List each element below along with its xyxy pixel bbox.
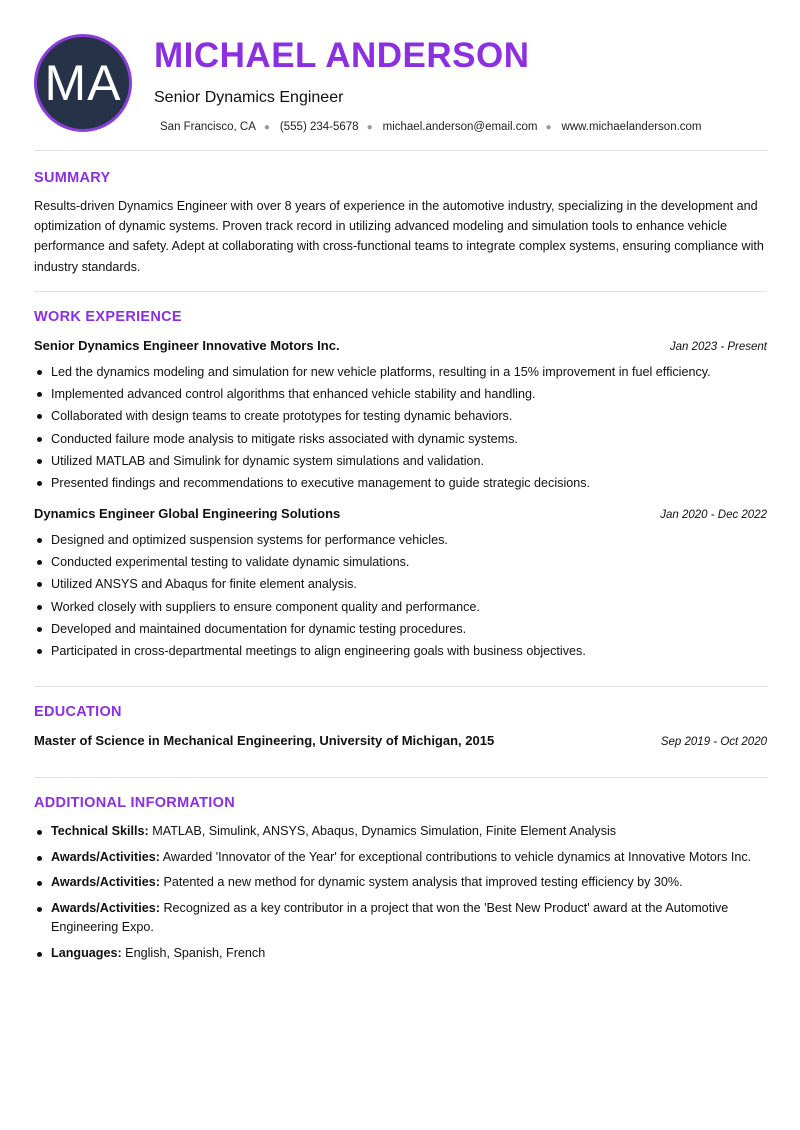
list-item (34, 822, 767, 842)
additional-heading: ADDITIONAL INFORMATION (34, 795, 235, 811)
summary-text: Results-driven Dynamics Engineer with over 8 years of experience in the automotive industry, specializing in the development and optimization of dynamic systems. Proven track record in utilizing advanced modeling and simulation tools to enhance vehicle performance and safety. Adept at collaborating with cross-functional teams to integrate complex systems, ensuring compliance with industry standards. (34, 199, 764, 274)
contact-website[interactable]: www.michaelanderson.com (561, 121, 702, 133)
list-item: Developed and maintained documentation for dynamic testing procedures. (34, 618, 767, 640)
list-item: Led the dynamics modeling and simulation for new vehicle platforms, resulting in a 15% improvement in fuel efficiency. (34, 361, 767, 383)
item-text: MATLAB, Simulink, ANSYS, Abaqus, Dynamics Simulation, Finite Element Analysis (148, 824, 617, 838)
contact-separator: ● (263, 121, 270, 133)
list-item: Designed and optimized suspension systems for performance vehicles. (34, 529, 767, 551)
contact-separator: ● (545, 121, 552, 133)
list-item (34, 873, 767, 893)
item-text: English, Spanish, French (121, 945, 266, 960)
education-degree: Master of Science in Mechanical Engineering, University of Michigan, 2015 (34, 733, 495, 748)
job-bullet-list (34, 361, 767, 494)
job-bullet-list (34, 529, 767, 662)
education-dates: Sep 2019 - Oct 2020 (660, 736, 767, 748)
candidate-title: Senior Dynamics Engineer (154, 89, 344, 106)
list-item: Worked closely with suppliers to ensure component quality and performance. (34, 596, 767, 618)
job-dates: Jan 2023 - Present (669, 341, 767, 353)
education-entry (34, 733, 767, 748)
divider (34, 686, 767, 687)
list-item: Conducted experimental testing to validate dynamic simulations. (34, 551, 767, 573)
contact-email[interactable]: michael.anderson@email.com (382, 121, 538, 133)
list-item (34, 944, 767, 964)
item-text: Patented a new method for dynamic system analysis that improved testing efficiency by 30%. (159, 875, 683, 889)
divider (34, 777, 767, 778)
avatar-initials: MA (44, 55, 122, 111)
list-item: Participated in cross-departmental meetings to align engineering goals with business objectives. (34, 640, 767, 662)
item-label: Awards/Activities: (51, 900, 160, 915)
candidate-name: MICHAEL ANDERSON (154, 36, 530, 75)
list-item: Utilized ANSYS and Abaqus for finite element analysis. (34, 573, 767, 595)
contact-phone[interactable]: (555) 234-5678 (279, 121, 359, 133)
list-item (34, 899, 767, 938)
summary-heading: SUMMARY (34, 170, 111, 186)
list-item (34, 848, 767, 868)
item-label: Awards/Activities: (51, 849, 160, 864)
item-label: Awards/Activities: (51, 875, 160, 889)
contact-location: San Francisco, CA (160, 121, 256, 133)
item-text: Recognized as a key contributor in a project that won the 'Best New Product' award at the Automotive Engineering Expo. (51, 900, 729, 934)
job-role: Dynamics Engineer Global Engineering Solutions (34, 506, 341, 521)
list-item: Implemented advanced control algorithms that enhanced vehicle stability and handling. (34, 383, 767, 405)
contact-bar (160, 121, 702, 133)
item-label: Languages: (51, 945, 122, 960)
divider (34, 291, 767, 292)
list-item: Utilized MATLAB and Simulink for dynamic system simulations and validation. (34, 450, 767, 472)
list-item: Conducted failure mode analysis to mitigate risks associated with dynamic systems. (34, 428, 767, 450)
contact-separator: ● (366, 121, 373, 133)
additional-info-list (34, 822, 767, 969)
list-item: Presented findings and recommendations to executive management to guide strategic decisions. (34, 472, 767, 494)
item-label: Technical Skills: (51, 824, 149, 838)
job-role: Senior Dynamics Engineer Innovative Motors Inc. (34, 338, 340, 353)
avatar (34, 34, 132, 132)
list-item: Collaborated with design teams to create prototypes for testing dynamic behaviors. (34, 405, 767, 427)
education-heading: EDUCATION (34, 704, 122, 720)
divider (34, 150, 767, 151)
job-header (34, 338, 767, 353)
job-header (34, 506, 767, 521)
job-dates: Jan 2020 - Dec 2022 (660, 509, 767, 521)
experience-heading: WORK EXPERIENCE (34, 309, 182, 325)
item-text: Awarded 'Innovator of the Year' for exceptional contributions to vehicle dynamics at Innovative Motors Inc. (159, 849, 752, 864)
